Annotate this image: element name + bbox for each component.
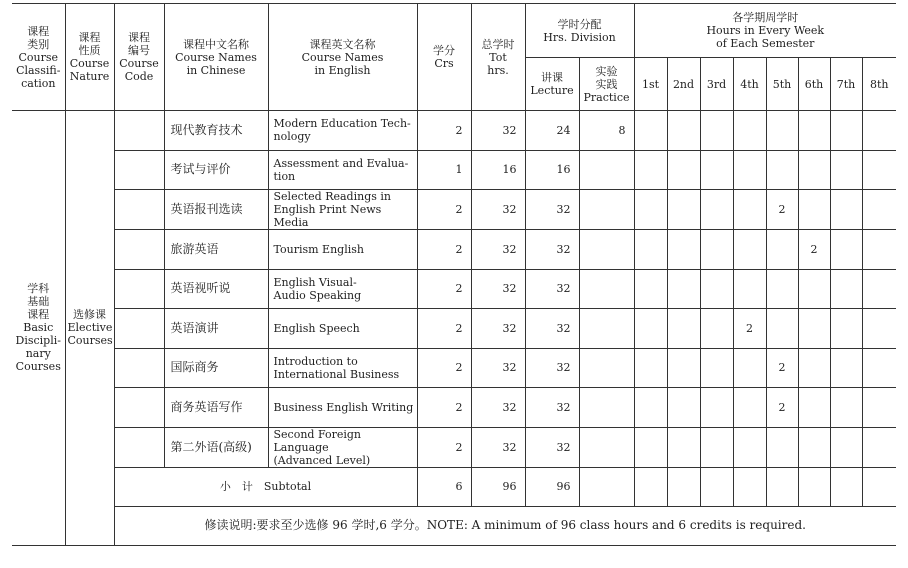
table-row bbox=[12, 230, 896, 270]
table-row bbox=[12, 150, 896, 190]
weekly-hours-cell bbox=[634, 269, 667, 309]
course-chinese-name: 考试与评价 bbox=[164, 150, 268, 190]
weekly-hours-cell bbox=[830, 111, 862, 151]
weekly-hours-cell bbox=[766, 309, 798, 349]
weekly-hours-cell bbox=[733, 348, 766, 388]
table-row bbox=[12, 190, 896, 230]
weekly-hours-cell bbox=[667, 269, 700, 309]
course-english-name: Selected Readings in English Print News Media bbox=[268, 190, 417, 230]
weekly-hours-cell bbox=[798, 348, 830, 388]
weekly-hours-cell bbox=[862, 388, 896, 428]
course-category-cell: 学科 基础 课程 Basic Discipli- nary Courses bbox=[12, 111, 65, 546]
course-english-name: Second Foreign Language (Advanced Level) bbox=[268, 427, 417, 467]
weekly-hours-cell bbox=[766, 467, 798, 506]
course-code-cell bbox=[114, 309, 164, 349]
weekly-hours-cell bbox=[667, 150, 700, 190]
weekly-hours-cell: 2 bbox=[766, 348, 798, 388]
course-lecture-hours: 32 bbox=[525, 269, 579, 309]
weekly-hours-cell bbox=[862, 190, 896, 230]
table-row bbox=[12, 309, 896, 349]
curriculum-table bbox=[12, 3, 896, 546]
weekly-hours-cell bbox=[700, 427, 733, 467]
weekly-hours-cell bbox=[733, 269, 766, 309]
weekly-hours-cell bbox=[766, 230, 798, 270]
course-practice-hours: 8 bbox=[579, 111, 634, 151]
course-english-name: Modern Education Tech- nology bbox=[268, 111, 417, 151]
weekly-hours-cell bbox=[667, 388, 700, 428]
weekly-hours-cell bbox=[700, 230, 733, 270]
course-total-hours: 32 bbox=[471, 427, 525, 467]
header-semester: 2nd bbox=[667, 58, 700, 111]
weekly-hours-cell bbox=[700, 467, 733, 506]
weekly-hours-cell bbox=[733, 111, 766, 151]
header-weekly-hours: 各学期周学时 Hours in Every Week of Each Semester bbox=[634, 4, 896, 58]
header-english-name: 课程英文名称 Course Names in English bbox=[268, 4, 417, 111]
course-english-name: Business English Writing bbox=[268, 388, 417, 428]
subtotal-credits: 6 bbox=[417, 467, 471, 506]
course-lecture-hours: 16 bbox=[525, 150, 579, 190]
weekly-hours-cell bbox=[634, 190, 667, 230]
header-semester: 4th bbox=[733, 58, 766, 111]
weekly-hours-cell bbox=[733, 388, 766, 428]
weekly-hours-cell bbox=[830, 427, 862, 467]
weekly-hours-cell bbox=[766, 427, 798, 467]
subtotal-practice-hours bbox=[579, 467, 634, 506]
course-chinese-name: 国际商务 bbox=[164, 348, 268, 388]
weekly-hours-cell bbox=[733, 190, 766, 230]
note-row bbox=[12, 506, 896, 545]
course-code-cell bbox=[114, 427, 164, 467]
course-lecture-hours: 32 bbox=[525, 309, 579, 349]
header-semester: 1st bbox=[634, 58, 667, 111]
weekly-hours-cell bbox=[798, 427, 830, 467]
course-english-name: English Visual- Audio Speaking bbox=[268, 269, 417, 309]
weekly-hours-cell bbox=[700, 269, 733, 309]
weekly-hours-cell bbox=[667, 309, 700, 349]
course-practice-hours bbox=[579, 230, 634, 270]
weekly-hours-cell bbox=[862, 230, 896, 270]
header-semester: 5th bbox=[766, 58, 798, 111]
course-credits: 2 bbox=[417, 111, 471, 151]
weekly-hours-cell: 2 bbox=[766, 388, 798, 428]
weekly-hours-cell bbox=[862, 427, 896, 467]
course-code-cell bbox=[114, 111, 164, 151]
course-credits: 2 bbox=[417, 388, 471, 428]
course-chinese-name: 旅游英语 bbox=[164, 230, 268, 270]
weekly-hours-cell bbox=[733, 230, 766, 270]
course-chinese-name: 英语视听说 bbox=[164, 269, 268, 309]
course-english-name: English Speech bbox=[268, 309, 417, 349]
course-code-cell bbox=[114, 230, 164, 270]
weekly-hours-cell bbox=[830, 230, 862, 270]
weekly-hours-cell bbox=[634, 388, 667, 428]
header-course-nature: 课程 性质 Course Nature bbox=[65, 4, 114, 111]
course-code-cell bbox=[114, 190, 164, 230]
course-code-cell bbox=[114, 150, 164, 190]
weekly-hours-cell bbox=[634, 309, 667, 349]
weekly-hours-cell bbox=[700, 309, 733, 349]
course-total-hours: 32 bbox=[471, 111, 525, 151]
header-course-code: 课程 编号 Course Code bbox=[114, 4, 164, 111]
course-practice-hours bbox=[579, 190, 634, 230]
header-hours-division: 学时分配 Hrs. Division bbox=[525, 4, 634, 58]
weekly-hours-cell bbox=[634, 467, 667, 506]
weekly-hours-cell bbox=[634, 348, 667, 388]
course-total-hours: 32 bbox=[471, 269, 525, 309]
weekly-hours-cell: 2 bbox=[733, 309, 766, 349]
course-practice-hours bbox=[579, 427, 634, 467]
weekly-hours-cell bbox=[700, 388, 733, 428]
curriculum-table-container bbox=[12, 3, 896, 546]
course-total-hours: 32 bbox=[471, 388, 525, 428]
weekly-hours-cell bbox=[700, 111, 733, 151]
table-row bbox=[12, 388, 896, 428]
weekly-hours-cell bbox=[634, 230, 667, 270]
weekly-hours-cell bbox=[862, 111, 896, 151]
course-practice-hours bbox=[579, 150, 634, 190]
course-english-name: Tourism English bbox=[268, 230, 417, 270]
weekly-hours-cell bbox=[667, 111, 700, 151]
course-total-hours: 16 bbox=[471, 150, 525, 190]
weekly-hours-cell bbox=[830, 388, 862, 428]
header-credits: 学分 Crs bbox=[417, 4, 471, 111]
course-english-name: Assessment and Evalua- tion bbox=[268, 150, 417, 190]
weekly-hours-cell bbox=[798, 190, 830, 230]
header-chinese-name: 课程中文名称 Course Names in Chinese bbox=[164, 4, 268, 111]
subtotal-total-hours: 96 bbox=[471, 467, 525, 506]
course-total-hours: 32 bbox=[471, 230, 525, 270]
weekly-hours-cell bbox=[798, 467, 830, 506]
subtotal-row bbox=[12, 467, 896, 506]
course-lecture-hours: 32 bbox=[525, 348, 579, 388]
table-row bbox=[12, 111, 896, 151]
course-chinese-name: 现代教育技术 bbox=[164, 111, 268, 151]
weekly-hours-cell bbox=[798, 269, 830, 309]
course-lecture-hours: 32 bbox=[525, 230, 579, 270]
subtotal-lecture-hours: 96 bbox=[525, 467, 579, 506]
course-chinese-name: 英语演讲 bbox=[164, 309, 268, 349]
course-credits: 2 bbox=[417, 348, 471, 388]
course-chinese-name: 第二外语(高级) bbox=[164, 427, 268, 467]
course-credits: 2 bbox=[417, 230, 471, 270]
course-total-hours: 32 bbox=[471, 190, 525, 230]
table-row bbox=[12, 427, 896, 467]
weekly-hours-cell bbox=[700, 190, 733, 230]
header-semester: 7th bbox=[830, 58, 862, 111]
weekly-hours-cell bbox=[667, 427, 700, 467]
weekly-hours-cell bbox=[862, 467, 896, 506]
weekly-hours-cell bbox=[634, 150, 667, 190]
weekly-hours-cell bbox=[667, 230, 700, 270]
header-semester: 6th bbox=[798, 58, 830, 111]
weekly-hours-cell: 2 bbox=[766, 190, 798, 230]
weekly-hours-cell bbox=[733, 467, 766, 506]
weekly-hours-cell bbox=[798, 150, 830, 190]
weekly-hours-cell bbox=[862, 309, 896, 349]
course-credits: 2 bbox=[417, 269, 471, 309]
header-course-category: 课程 类别 Course Classifi- cation bbox=[12, 4, 65, 111]
course-credits: 2 bbox=[417, 190, 471, 230]
course-credits: 2 bbox=[417, 427, 471, 467]
course-chinese-name: 商务英语写作 bbox=[164, 388, 268, 428]
course-lecture-hours: 32 bbox=[525, 388, 579, 428]
weekly-hours-cell bbox=[700, 150, 733, 190]
course-credits: 2 bbox=[417, 309, 471, 349]
course-nature-cell: 选修课 Elective Courses bbox=[65, 111, 114, 546]
weekly-hours-cell bbox=[830, 150, 862, 190]
weekly-hours-cell bbox=[733, 427, 766, 467]
course-code-cell bbox=[114, 388, 164, 428]
weekly-hours-cell bbox=[634, 427, 667, 467]
course-practice-hours bbox=[579, 348, 634, 388]
weekly-hours-cell bbox=[862, 348, 896, 388]
weekly-hours-cell bbox=[830, 190, 862, 230]
table-row bbox=[12, 269, 896, 309]
weekly-hours-cell bbox=[667, 467, 700, 506]
course-total-hours: 32 bbox=[471, 309, 525, 349]
header-total-hours: 总学时 Tot hrs. bbox=[471, 4, 525, 111]
course-credits: 1 bbox=[417, 150, 471, 190]
weekly-hours-cell bbox=[733, 150, 766, 190]
weekly-hours-cell bbox=[798, 111, 830, 151]
header-practice: 实验 实践 Practice bbox=[579, 58, 634, 111]
course-practice-hours bbox=[579, 309, 634, 349]
table-row bbox=[12, 348, 896, 388]
weekly-hours-cell bbox=[862, 150, 896, 190]
subtotal-label: 小 计 Subtotal bbox=[114, 467, 417, 506]
weekly-hours-cell bbox=[667, 190, 700, 230]
weekly-hours-cell bbox=[862, 269, 896, 309]
weekly-hours-cell bbox=[766, 150, 798, 190]
weekly-hours-cell: 2 bbox=[798, 230, 830, 270]
course-lecture-hours: 32 bbox=[525, 190, 579, 230]
course-total-hours: 32 bbox=[471, 348, 525, 388]
course-code-cell bbox=[114, 269, 164, 309]
course-practice-hours bbox=[579, 388, 634, 428]
weekly-hours-cell bbox=[634, 111, 667, 151]
weekly-hours-cell bbox=[798, 388, 830, 428]
weekly-hours-cell bbox=[830, 467, 862, 506]
course-chinese-name: 英语报刊选读 bbox=[164, 190, 268, 230]
course-lecture-hours: 32 bbox=[525, 427, 579, 467]
weekly-hours-cell bbox=[700, 348, 733, 388]
header-semester: 8th bbox=[862, 58, 896, 111]
header-lecture: 讲课 Lecture bbox=[525, 58, 579, 111]
weekly-hours-cell bbox=[830, 269, 862, 309]
elective-note: 修读说明:要求至少选修 96 学时,6 学分。NOTE: A minimum of 96 class hours and 6 credits is required. bbox=[114, 506, 896, 545]
weekly-hours-cell bbox=[830, 309, 862, 349]
weekly-hours-cell bbox=[830, 348, 862, 388]
weekly-hours-cell bbox=[766, 269, 798, 309]
course-practice-hours bbox=[579, 269, 634, 309]
header-semester: 3rd bbox=[700, 58, 733, 111]
weekly-hours-cell bbox=[766, 111, 798, 151]
course-english-name: Introduction to International Business bbox=[268, 348, 417, 388]
course-code-cell bbox=[114, 348, 164, 388]
course-lecture-hours: 24 bbox=[525, 111, 579, 151]
weekly-hours-cell bbox=[798, 309, 830, 349]
weekly-hours-cell bbox=[667, 348, 700, 388]
